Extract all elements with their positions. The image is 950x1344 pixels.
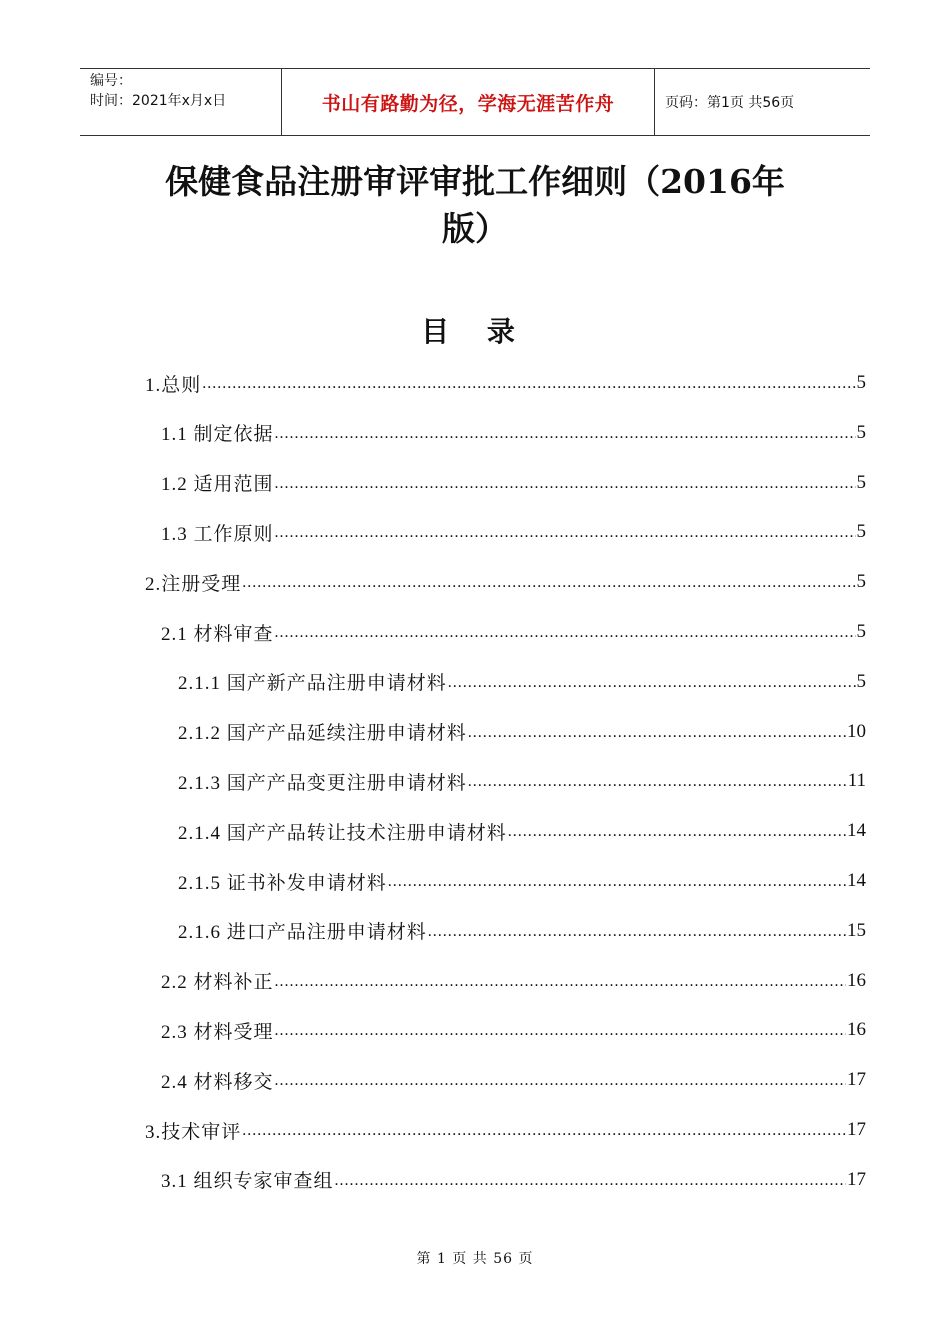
toc-entry-page-number: 16 xyxy=(847,1019,866,1041)
toc-entry[interactable] xyxy=(161,956,866,1006)
toc-entry-label: 2.1 材料审查 xyxy=(161,623,274,645)
toc-entry-page-number: 5 xyxy=(856,621,866,642)
toc-dot-leader xyxy=(242,574,855,592)
toc-entry-label: 2.1.1 国产新产品注册申请材料 xyxy=(178,673,447,695)
toc-entry-page-number: 5 xyxy=(856,571,866,593)
toc-entry[interactable] xyxy=(161,607,866,657)
toc-dot-leader xyxy=(275,425,856,443)
toc-entry[interactable] xyxy=(161,507,866,557)
toc-dot-leader xyxy=(508,823,846,841)
toc-dot-leader xyxy=(335,1172,846,1190)
toc-entry-label: 2.注册受理 xyxy=(145,573,242,595)
toc-entry-label: 2.2 材料补正 xyxy=(161,972,274,994)
toc-entry[interactable] xyxy=(145,1105,866,1155)
toc-entry-label: 1.总则 xyxy=(145,374,202,396)
toc-entry[interactable] xyxy=(161,1005,866,1055)
toc-entry-page-number: 11 xyxy=(847,770,866,792)
header-page-info: 页码：第1页 共56页 xyxy=(665,95,795,111)
toc-entry[interactable] xyxy=(178,856,866,906)
document-number-label: 编号： xyxy=(90,73,132,89)
toc-dot-leader xyxy=(275,1072,846,1090)
toc-entry-page-number: 17 xyxy=(847,1168,866,1190)
document-title xyxy=(120,158,830,252)
toc-entry-label: 1.1 制定依据 xyxy=(161,424,274,446)
toc-entry[interactable] xyxy=(178,906,866,956)
toc-dot-leader xyxy=(275,973,846,991)
toc-entry-page-number: 5 xyxy=(856,471,866,493)
header-meta xyxy=(80,69,281,135)
toc-dot-leader xyxy=(275,624,856,642)
toc-entry[interactable] xyxy=(145,358,866,408)
toc-entry[interactable] xyxy=(178,707,866,757)
toc-dot-leader xyxy=(242,1122,846,1140)
document-title-line-2: 版） xyxy=(442,209,508,248)
toc-entry[interactable] xyxy=(178,806,866,856)
toc-heading: 目 录 xyxy=(421,315,529,348)
toc-dot-leader xyxy=(202,375,855,393)
page-header xyxy=(80,68,870,136)
toc-entry-label: 2.1.5 证书补发申请材料 xyxy=(178,872,387,894)
toc-entry-page-number: 14 xyxy=(847,870,866,891)
toc-entry[interactable] xyxy=(145,557,866,607)
toc-entry[interactable] xyxy=(161,458,866,508)
toc-entry-label: 1.3 工作原则 xyxy=(161,523,274,545)
toc-dot-leader xyxy=(275,475,856,493)
toc-entry-page-number: 5 xyxy=(856,421,866,443)
toc-entry-label: 2.1.6 进口产品注册申请材料 xyxy=(178,922,427,944)
toc-entry-label: 2.1.2 国产产品延续注册申请材料 xyxy=(178,723,467,745)
toc-entry-label: 2.1.3 国产产品变更注册申请材料 xyxy=(178,772,467,794)
toc-dot-leader xyxy=(468,724,846,742)
toc-entry-label: 2.3 材料受理 xyxy=(161,1021,274,1043)
toc-entry-label: 2.4 材料移交 xyxy=(161,1071,274,1093)
toc-entry-label: 3.技术审评 xyxy=(145,1121,242,1143)
toc-entry-page-number: 10 xyxy=(847,720,866,742)
toc-entry[interactable] xyxy=(161,1055,866,1105)
toc-entry[interactable] xyxy=(161,1155,866,1205)
toc-dot-leader xyxy=(448,674,856,692)
toc-entry-page-number: 15 xyxy=(847,919,866,941)
document-title-line-1: 保健食品注册审评审批工作细则（2016年 xyxy=(165,162,785,201)
toc-entry-page-number: 5 xyxy=(856,521,866,543)
toc-entry-page-number: 14 xyxy=(847,820,866,842)
toc-dot-leader xyxy=(275,524,856,542)
toc-dot-leader xyxy=(468,773,847,791)
toc-entry-page-number: 5 xyxy=(856,670,866,692)
toc-entry[interactable] xyxy=(178,657,866,707)
toc-entry[interactable] xyxy=(161,408,866,458)
header-motto: 书山有路勤为径，学海无涯苦作舟 xyxy=(281,69,655,135)
toc-entry-page-number: 16 xyxy=(847,969,866,991)
toc-entry-page-number: 5 xyxy=(856,372,866,393)
toc-entry-label: 1.2 适用范围 xyxy=(161,474,274,496)
toc-entry[interactable] xyxy=(178,756,866,806)
toc-entry-label: 3.1 组织专家审查组 xyxy=(161,1171,334,1193)
toc-dot-leader xyxy=(388,873,846,891)
toc-entry-page-number: 17 xyxy=(847,1069,866,1091)
toc-dot-leader xyxy=(428,923,846,941)
toc-dot-leader xyxy=(275,1022,846,1040)
toc-entry-label: 2.1.4 国产产品转让技术注册申请材料 xyxy=(178,822,507,844)
page-footer: 第 1 页 共 56 页 xyxy=(416,1251,534,1267)
toc-entry-page-number: 17 xyxy=(847,1119,866,1140)
document-date-label: 时间：2021年x月x日 xyxy=(90,93,227,109)
